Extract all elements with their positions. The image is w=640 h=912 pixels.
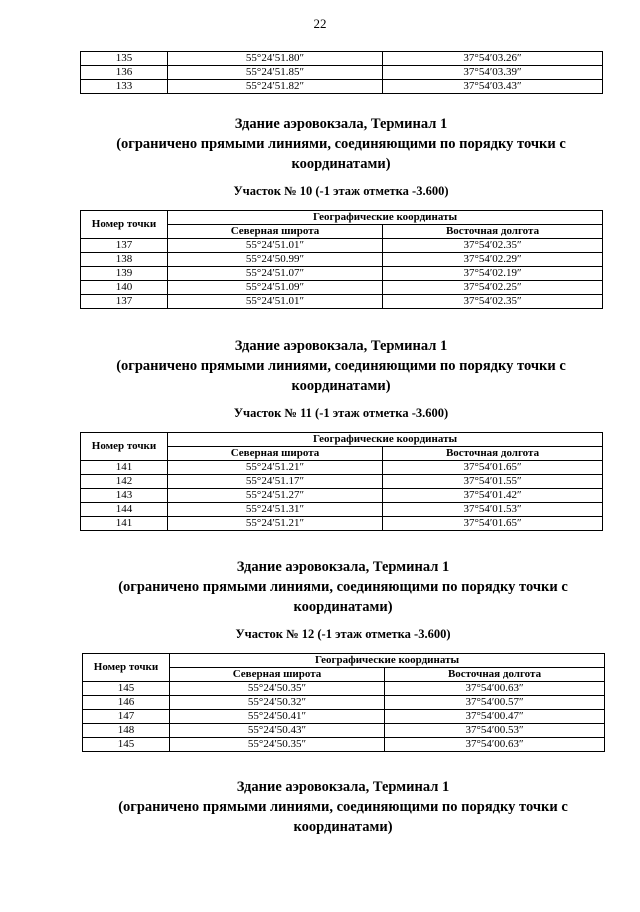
point-number: 137 [81, 295, 168, 309]
heading-line-1: Здание аэровокзала, Терминал 1 [236, 779, 450, 795]
longitude-value: 37°54′02.25″ [383, 281, 603, 295]
column-header-point: Номер точки [83, 654, 170, 682]
table-row [81, 267, 603, 281]
column-header-latitude: Северная широта [170, 668, 385, 682]
heading-line-2: (ограничено прямыми линиями, соединяющими по порядку точки с [116, 136, 566, 152]
section-12-subtitle: Участок № 12 (-1 этаж отметка -3.600) [235, 627, 451, 641]
point-number: 146 [83, 696, 170, 710]
latitude-value: 55°24′51.09″ [168, 281, 383, 295]
latitude-value: 55°24′51.21″ [168, 461, 383, 475]
longitude-value: 37°54′01.53″ [383, 503, 603, 517]
longitude-value: 37°54′03.43″ [383, 80, 603, 94]
point-number: 145 [83, 738, 170, 752]
point-number: 141 [81, 517, 168, 531]
heading-line-1: Здание аэровокзала, Терминал 1 [234, 116, 448, 132]
latitude-value: 55°24′50.35″ [170, 682, 385, 696]
table-row [81, 517, 603, 531]
longitude-value: 37°54′01.42″ [383, 489, 603, 503]
latitude-value: 55°24′51.17″ [168, 475, 383, 489]
latitude-value: 55°24′51.85″ [168, 66, 383, 80]
column-header-geo: Географические координаты [170, 654, 605, 668]
heading-line-1: Здание аэровокзала, Терминал 1 [236, 559, 450, 575]
latitude-value: 55°24′51.80″ [168, 52, 383, 66]
table-row [83, 724, 605, 738]
longitude-value: 37°54′00.57″ [385, 696, 605, 710]
longitude-value: 37°54′01.65″ [383, 461, 603, 475]
longitude-value: 37°54′03.26″ [383, 52, 603, 66]
section-12-heading [82, 557, 604, 617]
longitude-value: 37°54′01.55″ [383, 475, 603, 489]
longitude-value: 37°54′00.53″ [385, 724, 605, 738]
heading-line-2: (ограничено прямыми линиями, соединяющими по порядку точки с [118, 579, 568, 595]
table-row [81, 503, 603, 517]
longitude-value: 37°54′03.39″ [383, 66, 603, 80]
latitude-value: 55°24′50.41″ [170, 710, 385, 724]
point-number: 137 [81, 239, 168, 253]
point-number: 142 [81, 475, 168, 489]
column-header-latitude: Северная широта [168, 225, 383, 239]
table-row [83, 710, 605, 724]
table-row [83, 738, 605, 752]
latitude-value: 55°24′50.35″ [170, 738, 385, 752]
top-coordinates-table [80, 51, 603, 94]
column-header-latitude: Северная широта [168, 447, 383, 461]
column-header-geo: Географические координаты [168, 211, 603, 225]
table-row [81, 66, 603, 80]
section-11-table [80, 432, 603, 531]
point-number: 147 [83, 710, 170, 724]
section-11-subtitle: Участок № 11 (-1 этаж отметка -3.600) [233, 406, 449, 420]
table-row [81, 80, 603, 94]
longitude-value: 37°54′02.35″ [383, 239, 603, 253]
latitude-value: 55°24′51.07″ [168, 267, 383, 281]
point-number: 133 [81, 80, 168, 94]
column-header-point: Номер точки [81, 433, 168, 461]
longitude-value: 37°54′00.47″ [385, 710, 605, 724]
point-number: 135 [81, 52, 168, 66]
latitude-value: 55°24′51.01″ [168, 239, 383, 253]
longitude-value: 37°54′02.19″ [383, 267, 603, 281]
point-number: 140 [81, 281, 168, 295]
table-row [81, 295, 603, 309]
latitude-value: 55°24′50.32″ [170, 696, 385, 710]
table-row [83, 682, 605, 696]
heading-line-3: координатами) [293, 599, 393, 615]
longitude-value: 37°54′00.63″ [385, 738, 605, 752]
heading-line-2: (ограничено прямыми линиями, соединяющими по порядку точки с [118, 799, 568, 815]
table-row [81, 253, 603, 267]
longitude-value: 37°54′01.65″ [383, 517, 603, 531]
latitude-value: 55°24′51.27″ [168, 489, 383, 503]
point-number: 145 [83, 682, 170, 696]
column-header-longitude: Восточная долгота [383, 225, 603, 239]
column-header-geo: Географические координаты [168, 433, 603, 447]
table-row [81, 239, 603, 253]
page-number: 22 [313, 16, 327, 31]
point-number: 138 [81, 253, 168, 267]
table-row [83, 696, 605, 710]
table-row [81, 281, 603, 295]
longitude-value: 37°54′02.29″ [383, 253, 603, 267]
heading-line-3: координатами) [291, 378, 391, 394]
column-header-longitude: Восточная долгота [383, 447, 603, 461]
section-11-heading [80, 336, 602, 396]
longitude-value: 37°54′00.63″ [385, 682, 605, 696]
latitude-value: 55°24′50.99″ [168, 253, 383, 267]
section-12-table [82, 653, 605, 752]
heading-line-3: координатами) [293, 819, 393, 835]
point-number: 141 [81, 461, 168, 475]
latitude-value: 55°24′50.43″ [170, 724, 385, 738]
latitude-value: 55°24′51.31″ [168, 503, 383, 517]
point-number: 143 [81, 489, 168, 503]
section-13-heading [82, 777, 604, 837]
latitude-value: 55°24′51.01″ [168, 295, 383, 309]
heading-line-1: Здание аэровокзала, Терминал 1 [234, 338, 448, 354]
longitude-value: 37°54′02.35″ [383, 295, 603, 309]
point-number: 139 [81, 267, 168, 281]
section-10-heading [80, 114, 602, 174]
table-row [81, 489, 603, 503]
heading-line-2: (ограничено прямыми линиями, соединяющими по порядку точки с [116, 358, 566, 374]
latitude-value: 55°24′51.21″ [168, 517, 383, 531]
table-row [81, 461, 603, 475]
point-number: 136 [81, 66, 168, 80]
table-row [81, 475, 603, 489]
column-header-point: Номер точки [81, 211, 168, 239]
section-10-subtitle: Участок № 10 (-1 этаж отметка -3.600) [233, 184, 449, 198]
column-header-longitude: Восточная долгота [385, 668, 605, 682]
section-10-table [80, 210, 603, 309]
point-number: 144 [81, 503, 168, 517]
heading-line-3: координатами) [291, 156, 391, 172]
table-row [81, 52, 603, 66]
latitude-value: 55°24′51.82″ [168, 80, 383, 94]
point-number: 148 [83, 724, 170, 738]
